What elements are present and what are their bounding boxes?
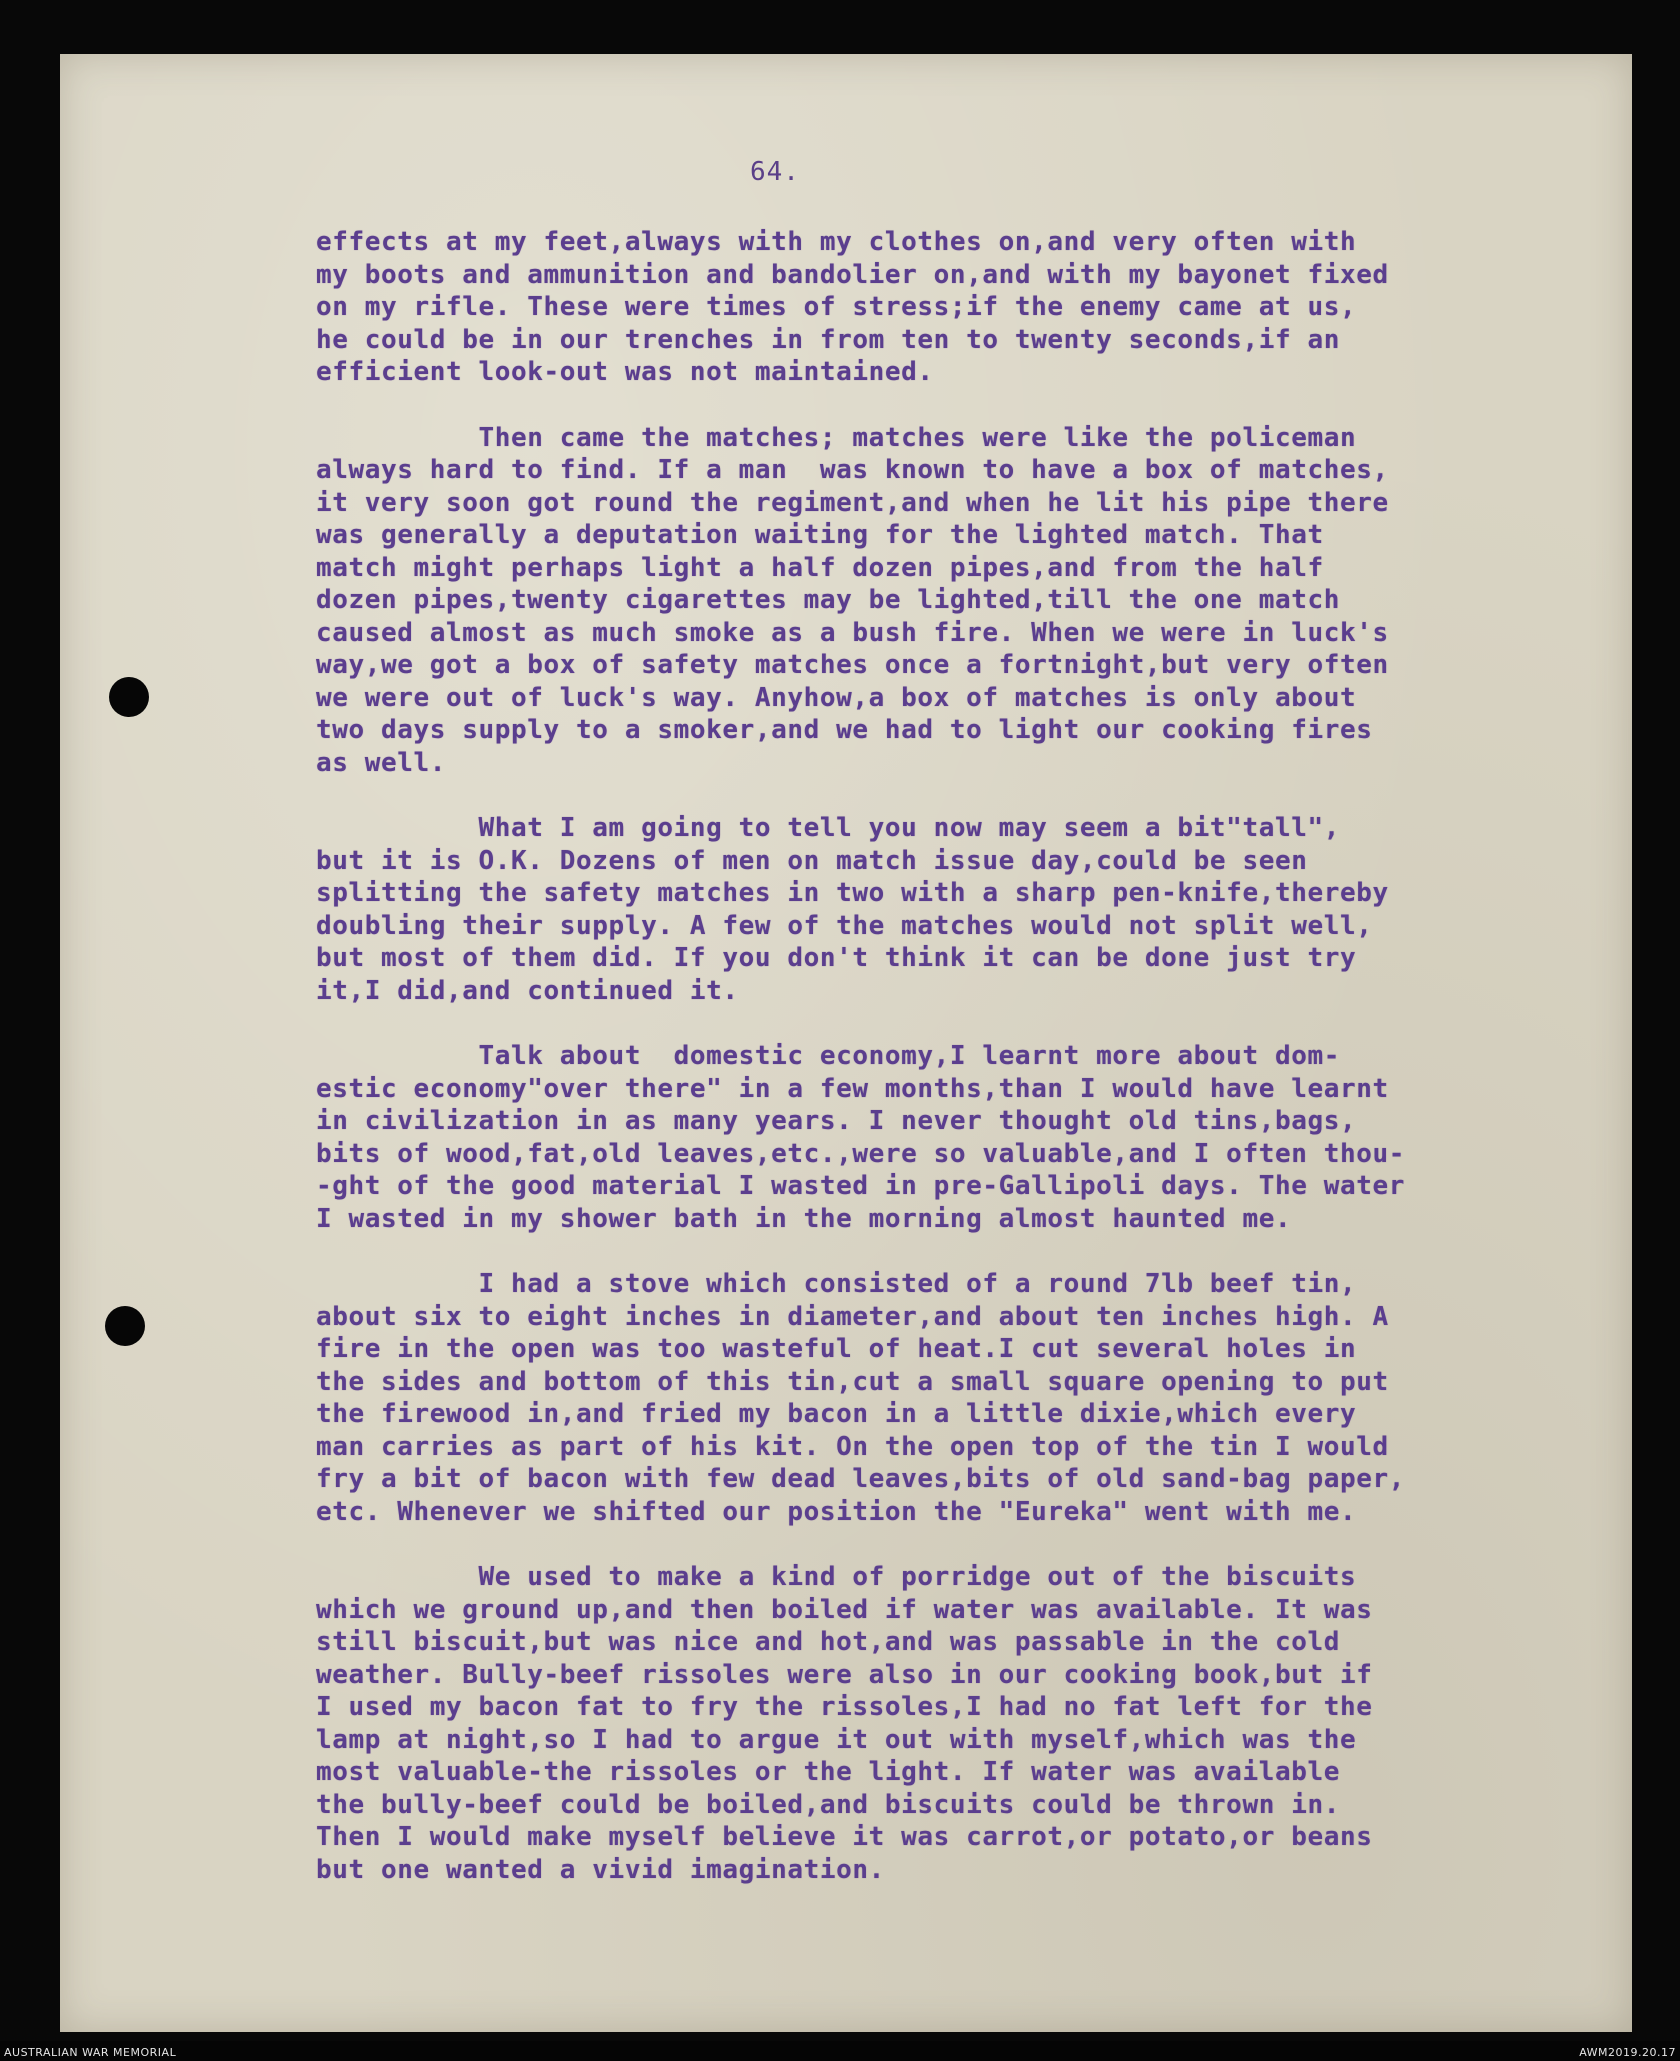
text-line: most valuable-the rissoles or the light. If water was available (316, 1757, 1340, 1787)
text-line: etc. Whenever we shifted our position the "Eureka" went with me. (316, 1496, 1357, 1527)
paragraph (316, 1561, 1632, 1886)
text-line: about six to eight inches in diameter,and about ten inches high. A (316, 1301, 1389, 1332)
text-line: the sides and bottom of this tin,cut a small square opening to put (316, 1366, 1389, 1397)
text-line: match might perhaps light a half dozen pipes,and from the half (316, 552, 1324, 583)
text-line: -ght of the good material I wasted in pre-Gallipoli days. The water (316, 1171, 1405, 1201)
text-line: it very soon got round the regiment,and when he lit his pipe there (316, 487, 1389, 518)
text-line: still biscuit,but was nice and hot,and was passable in the cold (316, 1627, 1340, 1657)
text-line: always hard to find. If a man was known to have a box of matches, (316, 455, 1389, 485)
paragraph (316, 812, 1632, 1007)
text-line: efficient look-out was not maintained. (316, 357, 934, 387)
text-line: it,I did,and continued it. (316, 975, 739, 1006)
body-text (316, 226, 1632, 1919)
text-line: weather. Bully-beef rissoles were also in our cooking book,but if (316, 1659, 1373, 1690)
paragraph (316, 1040, 1632, 1235)
text-line: man carries as part of his kit. On the open top of the tin I would (316, 1431, 1389, 1462)
text-line: Talk about domestic economy,I learnt more about dom- (316, 1041, 1340, 1071)
text-line: which we ground up,and then boiled if water was available. It was (316, 1594, 1373, 1625)
text-line: as well. (316, 747, 447, 778)
text-line: Then I would make myself believe it was carrot,or potato,or beans (316, 1822, 1373, 1852)
text-line: but one wanted a vivid imagination. (316, 1854, 885, 1885)
text-line: I used my bacon fat to fry the rissoles,I had no fat left for the (316, 1692, 1373, 1722)
text-line: he could be in our trenches in from ten to twenty seconds,if an (316, 324, 1340, 355)
footer-institution: AUSTRALIAN WAR MEMORIAL (4, 2046, 177, 2059)
text-line: We used to make a kind of porridge out of the biscuits (316, 1562, 1357, 1592)
text-line: Then came the matches; matches were like the policeman (316, 422, 1357, 453)
paragraph (316, 1268, 1632, 1528)
text-line: the bully-beef could be boiled,and biscuits could be thrown in. (316, 1789, 1340, 1820)
punch-hole-bottom (105, 1306, 145, 1346)
text-line: effects at my feet,always with my clothes on,and very often with (316, 227, 1357, 257)
footer-bar (0, 2041, 1680, 2061)
text-line: lamp at night,so I had to argue it out with myself,which was the (316, 1724, 1357, 1755)
text-line: dozen pipes,twenty cigarettes may be lighted,till the one match (316, 585, 1340, 615)
text-line: the firewood in,and fried my bacon in a little dixie,which every (316, 1399, 1357, 1429)
text-line: was generally a deputation waiting for the lighted match. That (316, 520, 1324, 550)
text-line: doubling their supply. A few of the matches would not split well, (316, 910, 1373, 941)
text-line: I wasted in my shower bath in the morning almost haunted me. (316, 1203, 1292, 1234)
text-line: on my rifle. These were times of stress;if the enemy came at us, (316, 292, 1357, 322)
text-line: but it is O.K. Dozens of men on match issue day,could be seen (316, 845, 1308, 876)
typed-page (60, 54, 1632, 2032)
text-line: fry a bit of bacon with few dead leaves,bits of old sand-bag paper, (316, 1464, 1405, 1494)
text-line: way,we got a box of safety matches once a fortnight,but very often (316, 650, 1389, 680)
text-line: estic economy"over there" in a few months,than I would have learnt (316, 1073, 1389, 1104)
text-line: but most of them did. If you don't think it can be done just try (316, 943, 1357, 973)
punch-hole-top (109, 677, 149, 717)
page-number: 64. (750, 157, 800, 187)
text-line: bits of wood,fat,old leaves,etc.,were so valuable,and I often thou- (316, 1138, 1405, 1169)
text-line: caused almost as much smoke as a bush fire. When we were in luck's (316, 617, 1389, 648)
paragraph (316, 422, 1632, 780)
text-line: we were out of luck's way. Anyhow,a box of matches is only about (316, 682, 1357, 713)
text-line: What I am going to tell you now may seem a bit"tall", (316, 813, 1340, 843)
footer-accession-number: AWM2019.20.17 (1579, 2046, 1676, 2059)
text-line: my boots and ammunition and bandolier on,and with my bayonet fixed (316, 259, 1389, 290)
text-line: fire in the open was too wasteful of heat.I cut several holes in (316, 1334, 1357, 1364)
text-line: in civilization in as many years. I never thought old tins,bags, (316, 1106, 1357, 1136)
text-line: splitting the safety matches in two with a sharp pen-knife,thereby (316, 878, 1389, 908)
text-line: two days supply to a smoker,and we had to light our cooking fires (316, 715, 1373, 745)
paragraph (316, 226, 1632, 389)
text-line: I had a stove which consisted of a round 7lb beef tin, (316, 1269, 1357, 1299)
